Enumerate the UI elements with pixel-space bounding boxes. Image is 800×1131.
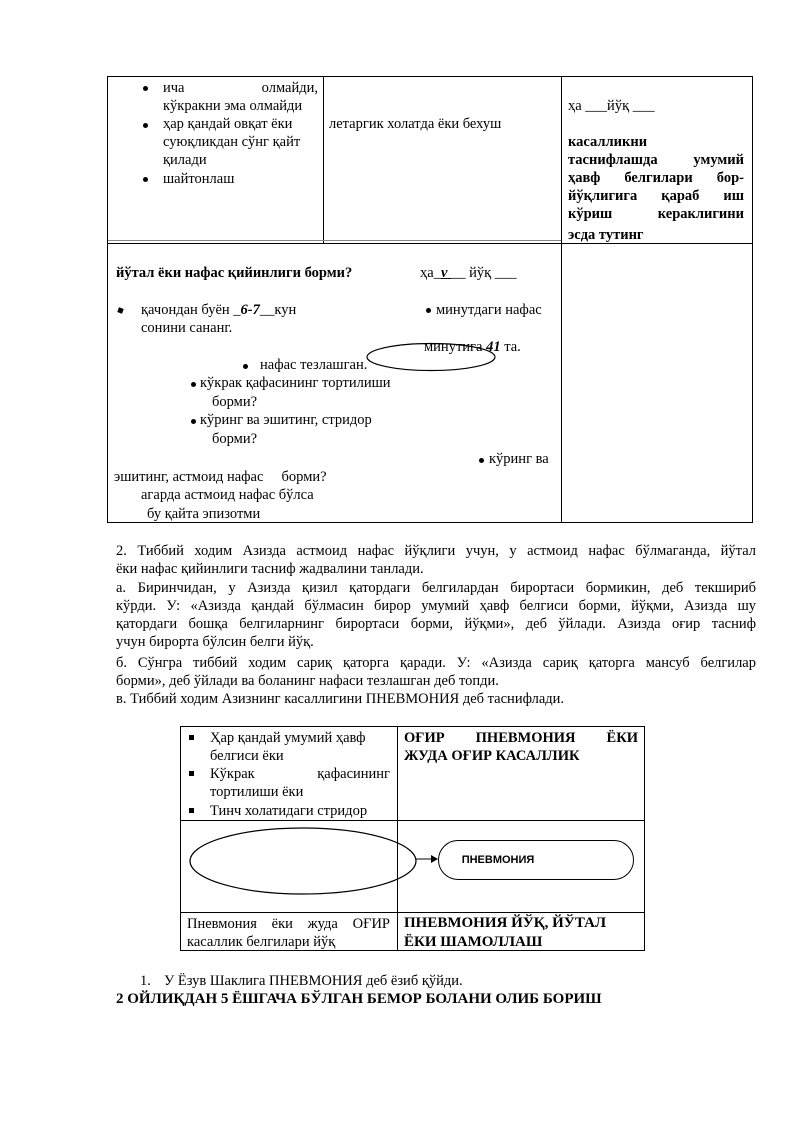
fast-breathing-circle [365, 341, 497, 373]
danger-sign-2-line-3: қилади [163, 152, 207, 168]
danger-sign-3: шайтонлаш [163, 171, 235, 187]
breaths-label: минутдаги нафас [436, 302, 542, 318]
lethargic-text: летаргик холатда ёки бехуш [329, 116, 502, 132]
severe-sign-2-line-1: Кўкрак қафасининг [210, 766, 390, 782]
look-listen-text: кўринг ва [489, 451, 549, 467]
cough-question: йўтал ёки нафас қийинлиги борми? [116, 265, 353, 281]
row2-diagram [180, 824, 460, 902]
paragraph-2-line-2: ёки нафас қийинлиги тасниф жадвалини танлади. [116, 561, 424, 577]
wheezing-question: эшитинг, астмоид нафас борми? [114, 469, 327, 485]
danger-sign-2-line-1: ҳар қандай овқат ёки [163, 116, 293, 132]
no-pneumonia-class-line-2: ЁКИ ШАМОЛЛАШ [404, 934, 543, 950]
fast-breathing-text: нафас тезлашган. [260, 357, 368, 373]
paragraph-b-line-1: б. Сўнгра тиббий ходим сариқ қаторга қаради. У: «Азизда сариқ қаторга мансуб белгилар [116, 655, 756, 671]
chest-indrawing-line-2: борми? [212, 394, 258, 410]
paragraph-b-line-2: борми», деб ўйлади ва боланинг нафаси тезлашган деб топди. [116, 673, 499, 689]
severe-sign-3: Тинч холатидаги стридор [210, 803, 368, 819]
count-label: сонини сананг. [141, 320, 233, 336]
no-pneumonia-signs-line-1: Пневмония ёки жуда ОҒИР [187, 916, 390, 932]
note-line-2: таснифлашда умумий [568, 152, 744, 168]
note-line-3: ҳавф белгилари бор- [568, 170, 744, 186]
wheezing-if: агарда астмоид нафас бўлса [141, 487, 314, 503]
paragraph-a-line-1: а. Биринчидан, у Азизда қизил қатордаги белгилардан бирортаси бормикин, деб текшириб [116, 580, 756, 596]
list-item-text: У Ёзув Шаклига ПНЕВМОНИЯ деб ёзиб қўйди. [164, 973, 463, 989]
severe-class-line-1: ОҒИР ПНЕВМОНИЯ ЁКИ [404, 730, 638, 746]
danger-sign-1-line-2: кўкракни эма олмайди [163, 98, 303, 114]
danger-sign-2-line-2: суюқликдан сўнг қайт [163, 134, 301, 150]
section-heading: 2 ОЙЛИҚДАН 5 ЁШГАЧА БЎЛГАН БЕМОР БОЛАНИ ОЛИБ БОРИШ [116, 991, 602, 1007]
danger-sign-1-line-1: ича олмайди, [163, 80, 318, 96]
pneumonia-class-label: ПНЕВМОНИЯ [461, 854, 535, 866]
paragraph-c: в. Тиббий ходим Азизнинг касаллигини ПНЕВМОНИЯ деб таснифлади. [116, 691, 565, 707]
note-line-4: йўқлигига қараб иш [568, 188, 744, 204]
duration-days: қачондан буён _6-7__кун [141, 302, 297, 318]
breaths-per-minute: минутига 41 та. [424, 339, 521, 355]
paragraph-a-line-2: кўрди. У: «Азизда қандай бўлмасин бирор умумий ҳавф белгиси борми, йўқми, Азизда шу [116, 598, 756, 614]
severe-class-line-2: ЖУДА ОҒИР КАСАЛЛИК [404, 748, 580, 764]
paragraph-a-line-3: қатордаги бошқа белгиларнинг бирортаси борми, йўқми», деб ўйлади. Азизда оғир тасниф [116, 616, 756, 632]
no-pneumonia-class-line-1: ПНЕВМОНИЯ ЙЎҚ, ЙЎТАЛ [404, 915, 607, 931]
note-line-1: касалликни [568, 134, 648, 150]
list-item-number: 1. [140, 973, 151, 989]
severe-sign-1-line-2: белгиси ёки [210, 748, 284, 764]
stridor-line-2: борми? [212, 431, 258, 447]
paragraph-2-line-1: 2. Тиббий ходим Азизда астмоид нафас йўқлиги учун, у астмоид нафас бўлмаганда, йўтал [116, 543, 756, 559]
chest-indrawing-line-1: кўкрак қафасининг тортилиши [200, 375, 391, 391]
cough-answer: ҳа_v __ йўқ ___ [420, 265, 517, 281]
stridor-line-1: кўринг ва эшитинг, стридор [200, 412, 372, 428]
note-line-5: кўриш кераклигини [568, 206, 744, 222]
note-line-6: эсда тутинг [568, 227, 644, 243]
answer-yes-no: ҳа ___йўқ ___ [568, 98, 655, 114]
episode-text: бу қайта эпизотми [147, 506, 261, 522]
no-pneumonia-signs-line-2: касаллик белгилари йўқ [187, 934, 336, 950]
severe-sign-1-line-1: Ҳар қандай умумий ҳавф [210, 730, 366, 746]
paragraph-a-line-4: учун бирорта бўлсин белги йўқ. [116, 634, 314, 650]
severe-sign-2-line-2: тортилиши ёки [210, 784, 304, 800]
